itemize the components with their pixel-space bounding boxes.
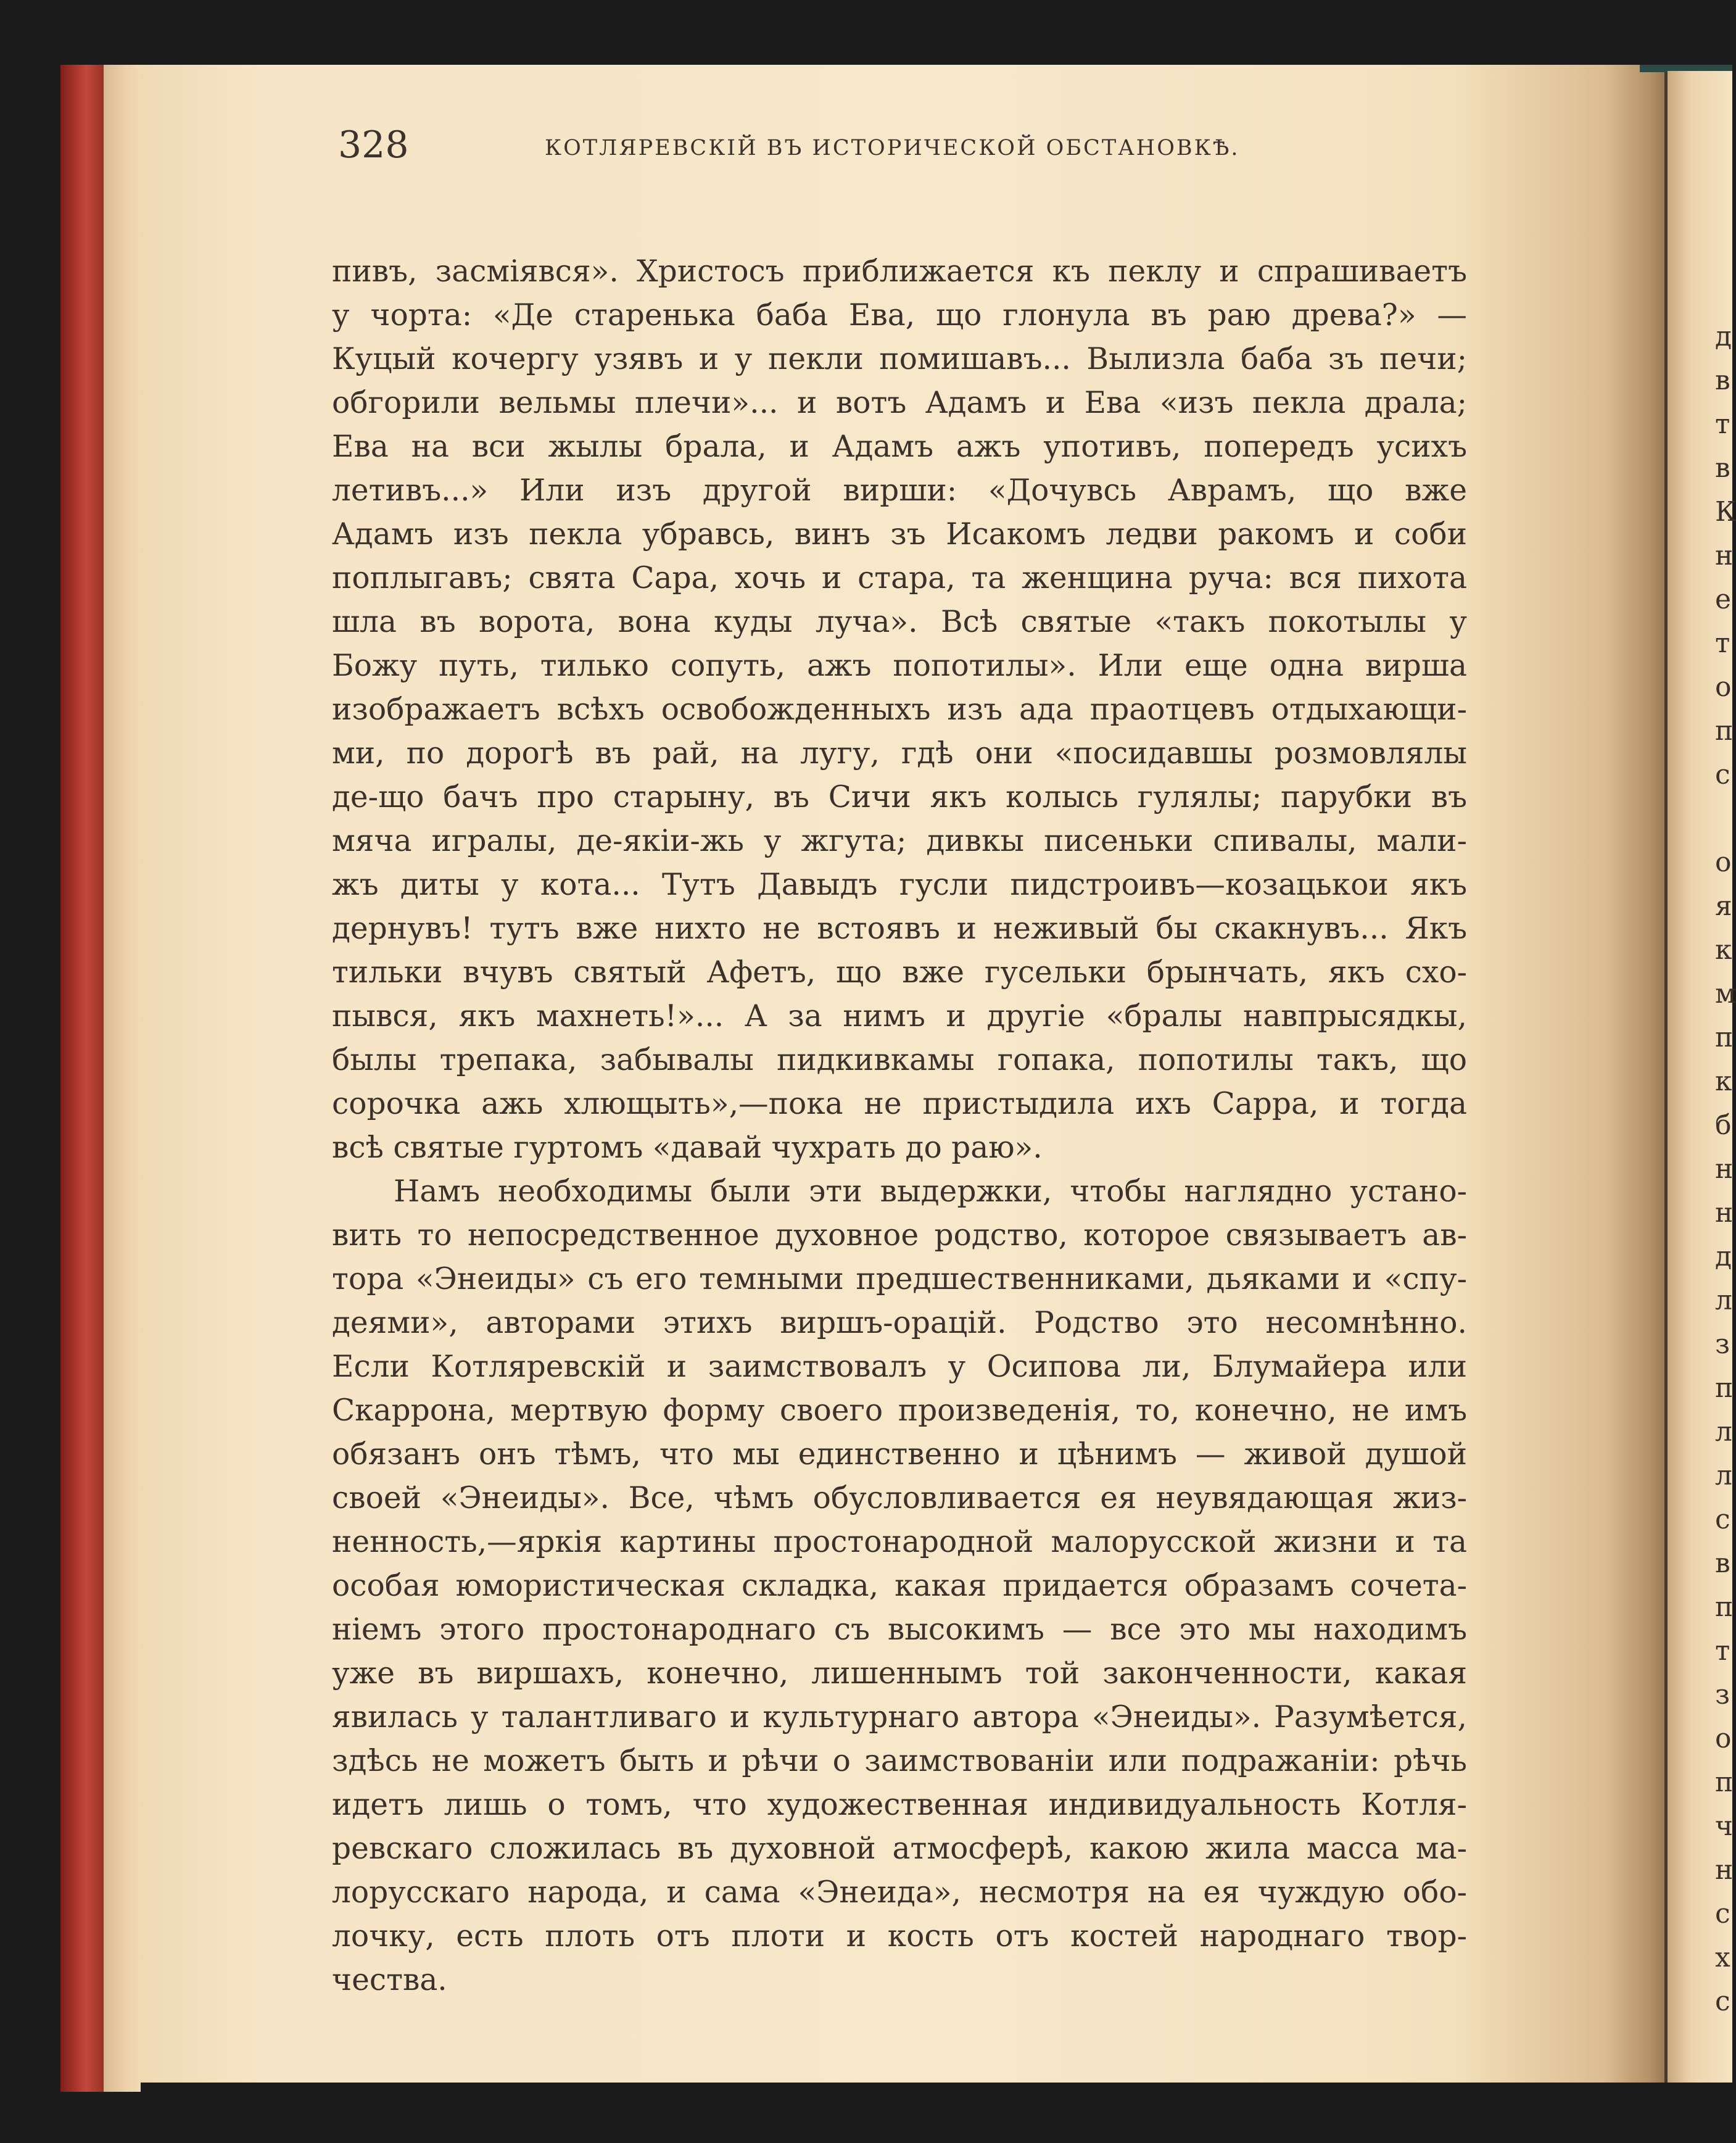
running-head: КОТЛЯРЕВСКІЙ ВЪ ИСТОРИЧЕСКОЙ ОБСТАНОВКѢ. <box>545 136 1240 160</box>
right-page-letter: п <box>1715 1022 1734 1053</box>
right-page-letter: з <box>1715 1328 1730 1360</box>
text-line: лорусскаго народа, и сама «Энеида», несмотря на ея чуждую обо- <box>332 1875 1467 1910</box>
text-line: ревскаго сложилась въ духовной атмосферѣ, какою жила масса ма- <box>332 1831 1467 1866</box>
text-line: обгорили вельмы плечи»... и вотъ Адамъ и Ева «изъ пекла драла; <box>332 386 1467 420</box>
text-line: своей «Энеиды». Все, чѣмъ обусловливается ея неувядающая жиз- <box>332 1481 1467 1515</box>
right-page-letter: б <box>1715 1109 1732 1141</box>
right-page-letter: я <box>1715 890 1732 922</box>
text-line: тора «Энеиды» съ его темными предшественниками, дьяками и «спу- <box>332 1262 1467 1296</box>
right-page-letter: о <box>1715 847 1732 878</box>
text-line: чества. <box>332 1963 447 1997</box>
right-page-letter: д <box>1715 321 1732 352</box>
book-spine <box>60 65 104 2092</box>
right-page-letter: т <box>1715 408 1730 440</box>
right-page-letter: л <box>1715 1285 1732 1316</box>
text-line: всѣ святые гуртомъ «давай чухрать до раю». <box>332 1130 1043 1165</box>
text-line: летивъ...» Или изъ другой вирши: «Дочувсь Аврамъ, що вже <box>332 473 1467 508</box>
right-page-letter: т <box>1715 1635 1730 1667</box>
page-body-text <box>332 250 1467 2002</box>
text-line: тильки вчувъ святый Афетъ, що вже гусельки брынчать, якъ схо- <box>332 955 1467 990</box>
right-page-letter: х <box>1715 1942 1730 1973</box>
right-page-letter: н <box>1715 1197 1734 1229</box>
text-line: жъ диты у кота... Тутъ Давыдъ гусли пидстроивъ—козацькои якъ <box>332 868 1467 902</box>
text-line: Скаррона, мертвую форму своего произведенія, то, конечно, не имъ <box>332 1393 1467 1428</box>
text-line: Божу путь, тилько сопуть, ажъ попотилы». Или еще одна вирша <box>332 649 1467 683</box>
text-line: пывся, якъ махнеть!»... А за нимъ и другіе «бралы навпрысядкы, <box>332 999 1467 1034</box>
right-page-letter: н <box>1715 1153 1734 1185</box>
text-line: лочку, есть плоть отъ плоти и кость отъ костей народнаго твор- <box>332 1919 1467 1954</box>
text-line: вить то непосредственное духовное родство, которое связываетъ ав- <box>332 1218 1467 1253</box>
text-line: деями», авторами этихъ виршъ-орацій. Родство это несомнѣнно. <box>332 1306 1467 1340</box>
right-page-letter: е <box>1715 584 1732 615</box>
text-line: Намъ необходимы были эти выдержки, чтобы наглядно устано- <box>394 1174 1467 1209</box>
text-line: уже въ виршахъ, конечно, лишеннымъ той законченности, какая <box>332 1656 1467 1691</box>
right-page-text-fragment <box>1715 315 1736 2023</box>
right-page-letter: п <box>1715 1591 1734 1623</box>
text-line: ненность,—яркія картины простонародной малорусской жизни и та <box>332 1525 1467 1559</box>
right-page-letter: с <box>1715 1986 1730 2017</box>
right-page-letter: н <box>1715 1854 1734 1886</box>
text-line: поплыгавъ; свята Сара, хочь и стара, та женщина руча: вся пихота <box>332 561 1467 595</box>
right-page-letter: ч <box>1715 1810 1734 1842</box>
text-line: де-що бачъ про старыну, въ Сичи якъ колысь гулялы; парубки въ <box>332 780 1467 815</box>
text-line: явилась у талантливаго и культурнаго автора «Энеиды». Разумѣется, <box>332 1700 1467 1735</box>
right-page-letter: п <box>1715 1767 1734 1798</box>
text-line: здѣсь не можетъ быть и рѣчи о заимствованіи или подражаніи: рѣчь <box>332 1744 1467 1778</box>
text-line: Ева на вси жылы брала, и Адамъ ажъ употивъ, попередъ усихъ <box>332 429 1467 464</box>
right-page-letter: к <box>1715 934 1732 966</box>
right-page-letter: К <box>1715 496 1736 528</box>
page-number: 328 <box>338 123 409 167</box>
right-page-letter: л <box>1715 1416 1732 1448</box>
right-page-letter: м <box>1715 978 1736 1009</box>
right-page-letter: л <box>1715 1460 1732 1491</box>
right-page-letter: о <box>1715 1723 1732 1754</box>
right-page-letter: н <box>1715 540 1734 571</box>
page-edges <box>104 65 141 2092</box>
right-page-letter: з <box>1715 1679 1730 1710</box>
text-line: Адамъ изъ пекла убравсь, винъ зъ Исакомъ ледви ракомъ и соби <box>332 517 1467 552</box>
right-page-letter: с <box>1715 1504 1730 1535</box>
text-line: шла въ ворота, вона куды луча». Всѣ святые «такъ покотылы у <box>332 605 1467 639</box>
text-line: сорочка ажь хлющыть»,—пока не пристыдила ихъ Сарра, и тогда <box>332 1087 1467 1121</box>
text-line: дернувъ! тутъ вже нихто не встоявъ и неживый бы скакнувъ... Якъ <box>332 911 1467 946</box>
book-gutter <box>1606 65 1668 2083</box>
right-page-letter: д <box>1715 1241 1732 1272</box>
right-page-letter: с <box>1715 1898 1730 1930</box>
text-line: у чорта: «Де старенька баба Ева, що глонула въ раю древа?» — <box>332 298 1467 333</box>
text-line: мяча игралы, де-якіи-жь у жгута; дивкы писеньки спивалы, мали- <box>332 824 1467 858</box>
right-page-letter: п <box>1715 715 1734 747</box>
right-page-letter: в <box>1715 365 1730 396</box>
text-line: ніемъ этого простонароднаго съ высокимъ — все это мы находимъ <box>332 1612 1467 1647</box>
text-line: пивъ, засміявся». Христосъ приближается къ пеклу и спрашиваетъ <box>332 254 1467 289</box>
right-page-letter: в <box>1715 452 1730 484</box>
right-page-letter <box>1715 797 1732 840</box>
text-line: Если Котляревскій и заимствовалъ у Осипова ли, Блумайера или <box>332 1349 1467 1384</box>
text-line: идетъ лишь о томъ, что художественная индивидуальность Котля- <box>332 1788 1467 1822</box>
right-page-letter: о <box>1715 671 1732 703</box>
page-header <box>338 117 1467 173</box>
right-page-letter: с <box>1715 759 1730 790</box>
right-page-letter: к <box>1715 1066 1732 1097</box>
text-line: особая юмористическая складка, какая придается образамъ сочета- <box>332 1569 1467 1603</box>
right-page-letter: т <box>1715 628 1730 659</box>
text-line: изображаетъ всѣхъ освобожденныхъ изъ ада праотцевъ отдыхающи- <box>332 692 1467 727</box>
text-line: ми, по дорогѣ въ рай, на лугу, гдѣ они «посидавшы розмовлялы <box>332 736 1467 771</box>
text-line: обязанъ онъ тѣмъ, что мы единственно и цѣнимъ — живой душой <box>332 1437 1467 1472</box>
right-page-letter: в <box>1715 1548 1730 1579</box>
right-page-letter: п <box>1715 1372 1734 1404</box>
text-line: былы трепака, забывалы пидкивкамы гопака, попотилы такъ, що <box>332 1043 1467 1077</box>
text-line: Куцый кочергу узявъ и у пекли помишавъ... Вылизла баба зъ печи; <box>332 342 1467 376</box>
